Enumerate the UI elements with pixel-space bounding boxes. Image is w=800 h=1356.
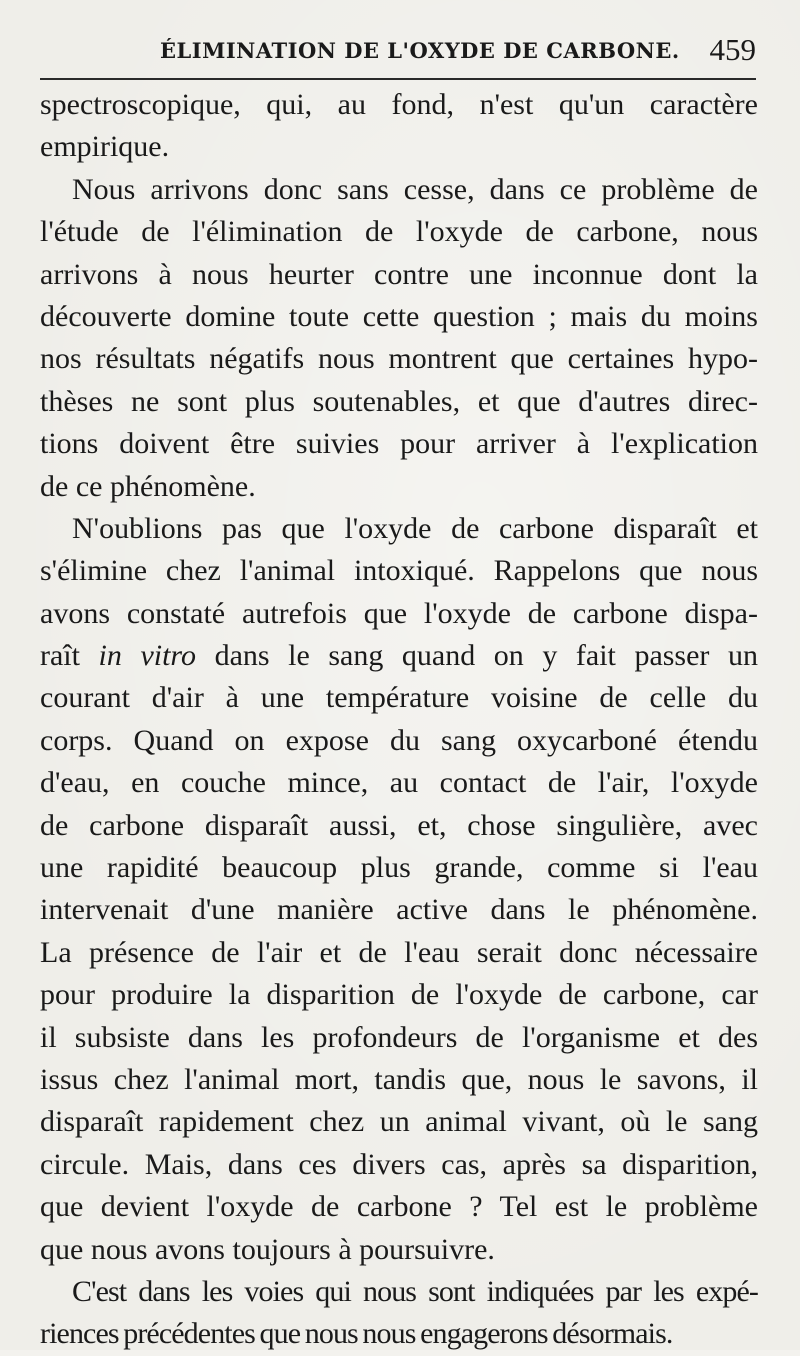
text-line: disparaît rapidement chez un animal vivant, où le sang	[40, 1105, 758, 1139]
body-text	[40, 84, 758, 1356]
page-header	[40, 30, 756, 70]
text-line-with-italic	[40, 635, 758, 677]
text-line: courant d'air à une température voisine de celle du	[40, 681, 758, 715]
text-line: La présence de l'air et de l'eau serait donc nécessaire	[40, 935, 758, 969]
text-line: de ce phénomène.	[40, 469, 256, 503]
text-line: d'eau, en couche mince, au contact de l'air, l'oxyde	[40, 766, 758, 800]
text-segment: dans le sang quand on y fait passer un	[196, 639, 758, 673]
text-line: que nous avons toujours à poursuivre.	[40, 1232, 495, 1266]
text-line: découverte domine toute cette question ; mais du moins	[40, 299, 758, 333]
running-head: ÉLIMINATION DE L'OXYDE DE CARBONE.	[160, 38, 680, 63]
paragraph-start-line: N'oublions pas que l'oxyde de carbone disparaît et	[72, 511, 758, 545]
text-line: circule. Mais, dans ces divers cas, après sa disparition,	[40, 1147, 758, 1181]
text-line: que devient l'oxyde de carbone ? Tel est le problème	[40, 1190, 758, 1224]
text-line: spectroscopique, qui, au fond, n'est qu'un caractère	[40, 88, 758, 121]
text-line: thèses ne sont plus soutenables, et que d'autres direc-	[40, 384, 758, 418]
page-number: 459	[709, 32, 756, 67]
text-line: empirique.	[40, 130, 170, 164]
header-rule	[40, 78, 756, 80]
text-line: corps. Quand on expose du sang oxycarboné étendu	[40, 723, 758, 757]
paragraph-start-line: C'est dans les voies qui nous sont indiquées par les expé-	[72, 1274, 758, 1308]
text-line: tions doivent être suivies pour arriver à l'explication	[40, 427, 758, 461]
text-line: pour produire la disparition de l'oxyde de carbone, car	[40, 978, 758, 1012]
text-line: nos résultats négatifs nous montrent que certaines hypo-	[40, 342, 758, 376]
text-line: intervenait d'une manière active dans le phénomène.	[40, 893, 758, 927]
text-line: riences précédentes que nous nous engagerons désormais.	[40, 1317, 673, 1351]
text-line: s'élimine chez l'animal intoxiqué. Rappelons que nous	[40, 554, 758, 588]
text-line: avons constaté autrefois que l'oxyde de carbone dispa-	[40, 596, 758, 630]
text-line: issus chez l'animal mort, tandis que, nous le savons, il	[40, 1062, 758, 1096]
text-line: de carbone disparaît aussi, et, chose singulière, avec	[40, 808, 758, 842]
paragraph-start-line: Nous arrivons donc sans cesse, dans ce problème de	[72, 172, 758, 206]
text-line: il subsiste dans les profondeurs de l'organisme et des	[40, 1020, 758, 1054]
text-segment: raît	[40, 639, 99, 673]
text-line: arrivons à nous heurter contre une inconnue dont la	[40, 257, 758, 291]
italic-phrase: in vitro	[98, 639, 196, 673]
text-line: une rapidité beaucoup plus grande, comme si l'eau	[40, 851, 758, 885]
text-line: l'étude de l'élimination de l'oxyde de carbone, nous	[40, 215, 758, 249]
